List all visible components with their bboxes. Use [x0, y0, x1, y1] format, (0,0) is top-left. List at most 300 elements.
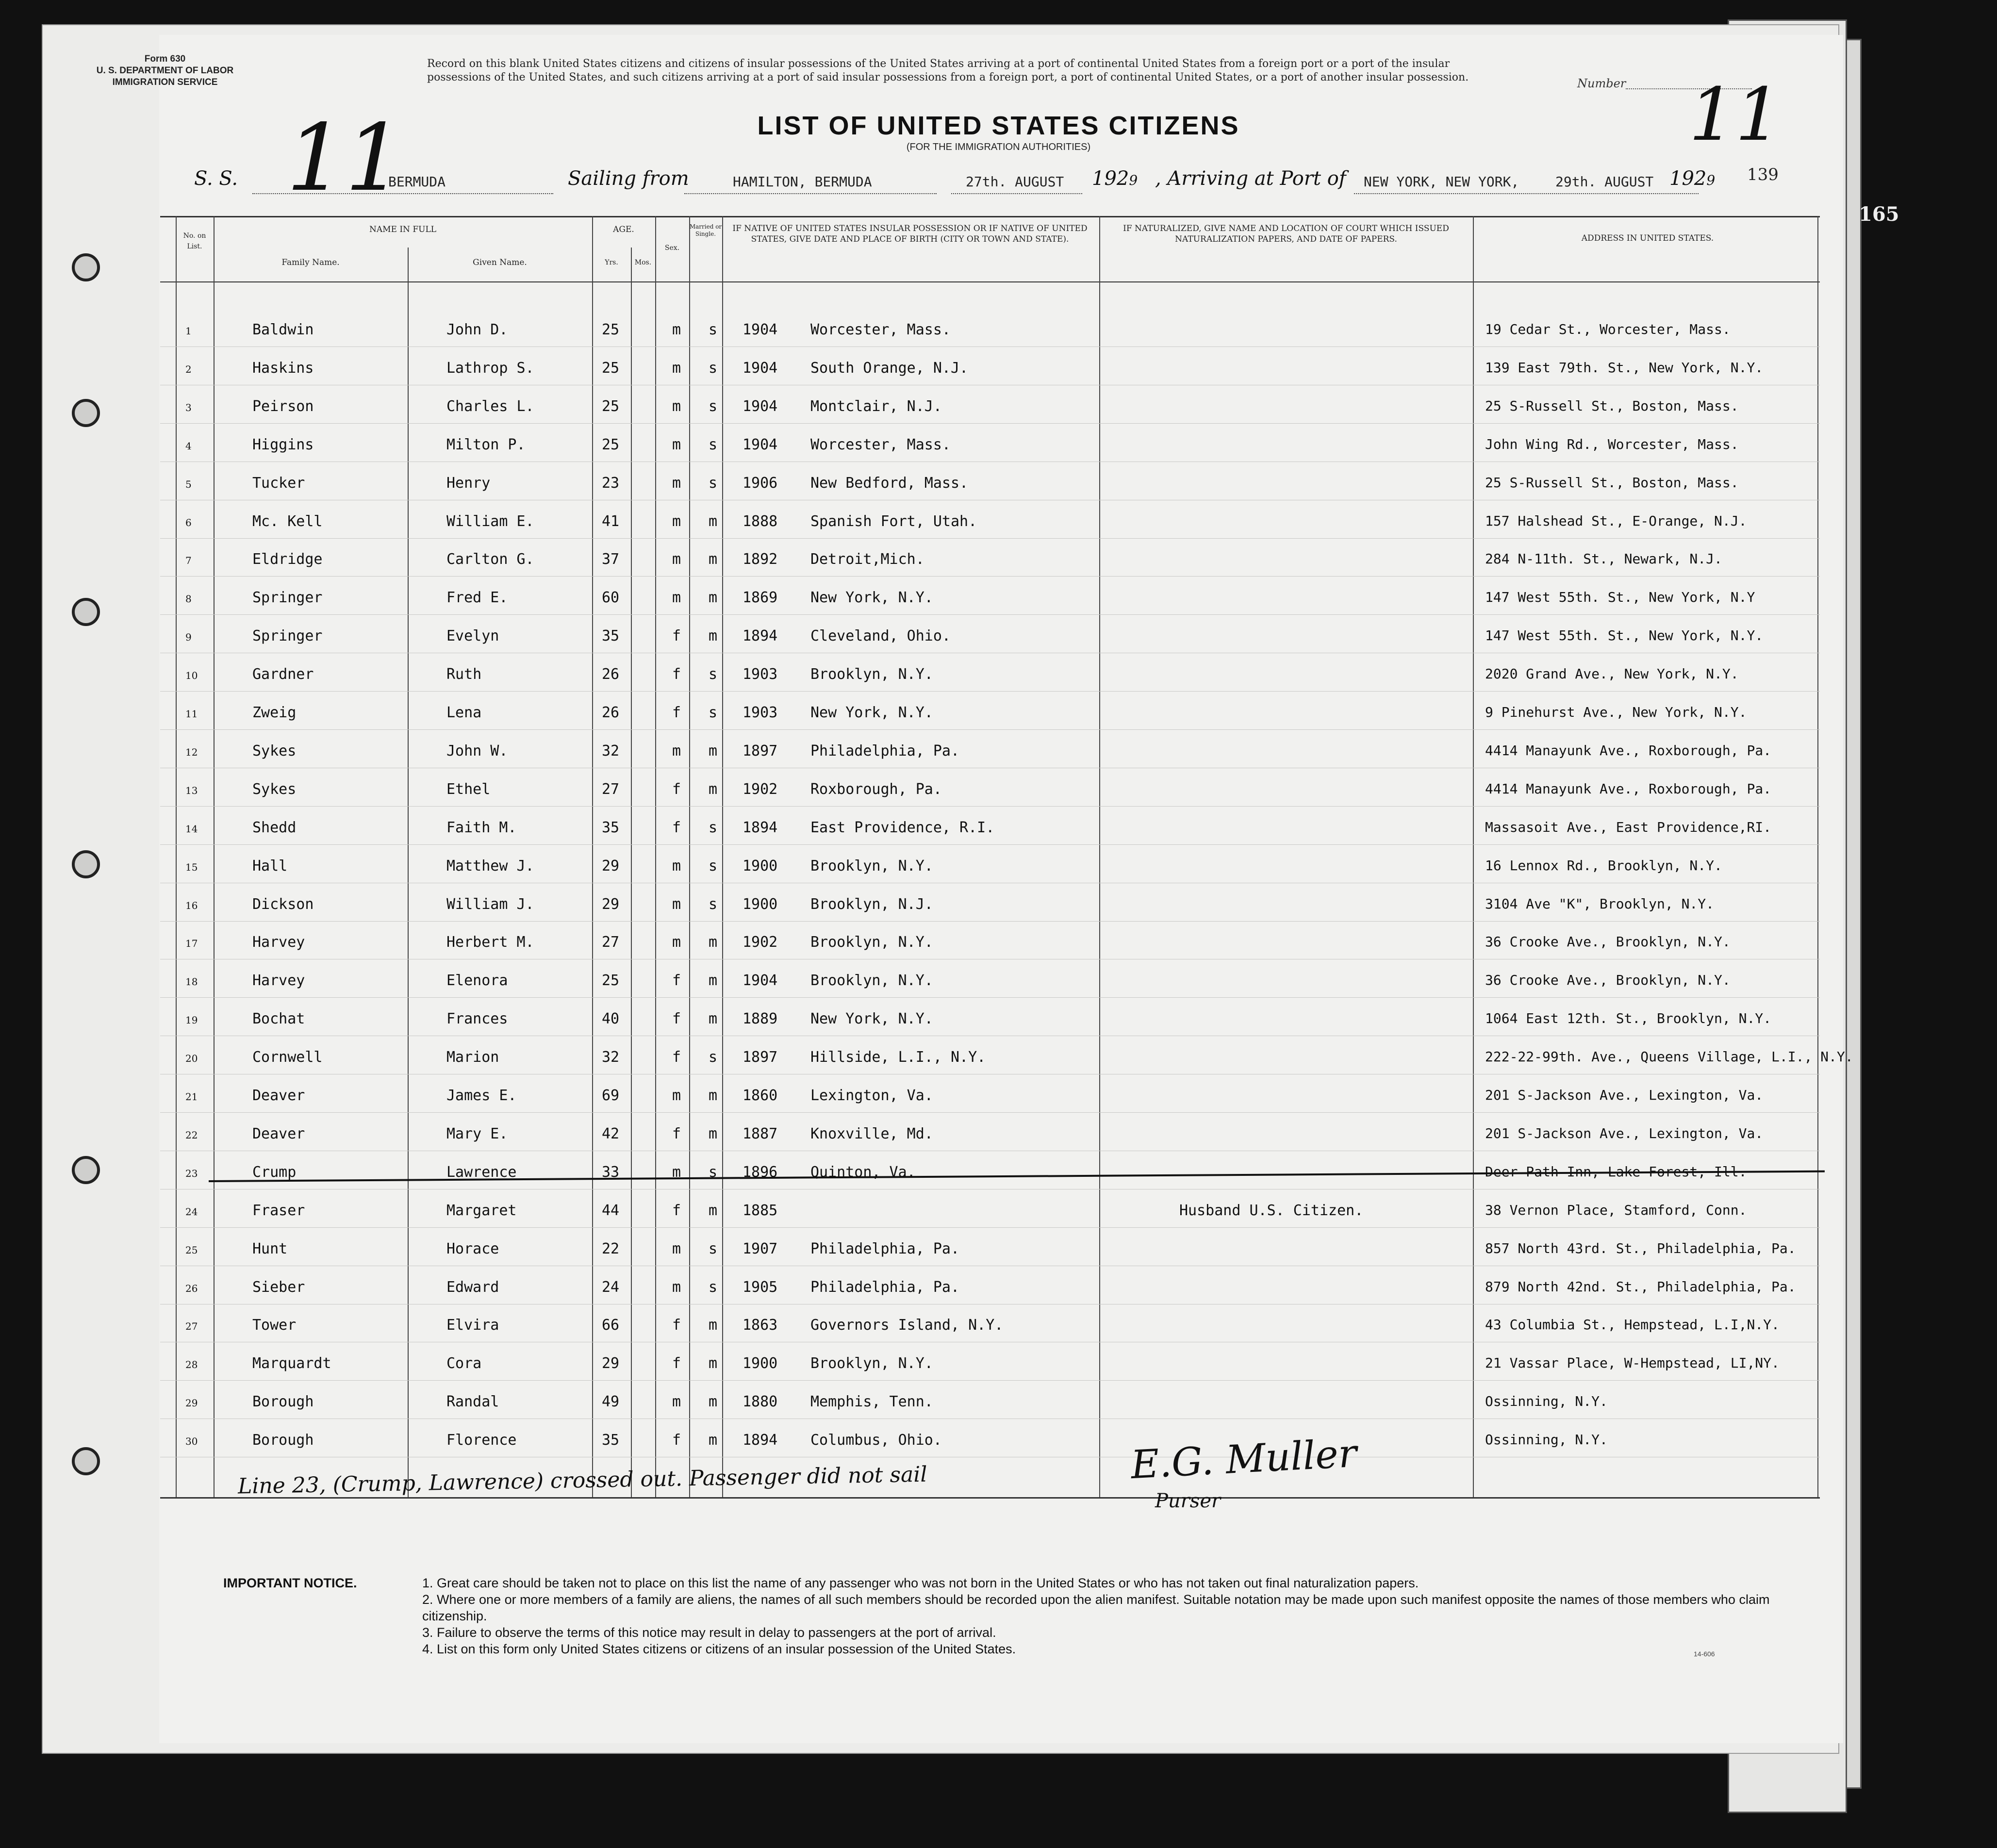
family-name: Shedd	[252, 819, 297, 836]
address: 36 Crooke Ave., Brooklyn, N.Y.	[1485, 934, 1731, 950]
table-top-rule	[160, 216, 1820, 217]
address: 4414 Manayunk Ave., Roxborough, Pa.	[1485, 742, 1772, 759]
row-rule	[160, 806, 1820, 807]
row-rule	[160, 1112, 1820, 1113]
given-name: Elenora	[446, 972, 508, 990]
row-number: 16	[185, 899, 198, 911]
family-name: Higgins	[252, 436, 314, 453]
row-number: 29	[185, 1397, 198, 1409]
address: 284 N-11th. St., Newark, N.J.	[1485, 551, 1722, 567]
family-name: Crump	[252, 1163, 297, 1181]
notice-item: 3. Failure to observe the terms of this notice may result in delay to passengers at the port of arrival.	[422, 1625, 996, 1640]
sex: f	[672, 1355, 681, 1372]
row-number: 15	[185, 861, 198, 873]
marital-status: m	[709, 934, 718, 951]
address: 9 Pinehurst Ave., New York, N.Y.	[1485, 704, 1747, 720]
given-name: William J.	[446, 895, 534, 913]
birth-year: 1887	[743, 1125, 778, 1142]
given-name: William E.	[446, 512, 534, 530]
sex: f	[672, 1317, 681, 1334]
sex: f	[672, 780, 681, 798]
row-number: 27	[185, 1320, 198, 1333]
given-name: Milton P.	[446, 436, 526, 453]
address: Deer Path Inn, Lake Forest, Ill.	[1485, 1163, 1747, 1180]
address: 222-22-99th. Ave., Queens Village, L.I., N.Y.	[1485, 1049, 1853, 1065]
age-years: 24	[602, 1278, 620, 1296]
row-number: 20	[185, 1053, 198, 1065]
sex: m	[672, 1087, 681, 1104]
sex: f	[672, 819, 681, 836]
marital-status: m	[709, 972, 718, 990]
birth-year: 1907	[743, 1240, 778, 1257]
address: 43 Columbia St., Hempstead, L.I,N.Y.	[1485, 1317, 1780, 1333]
age-years: 29	[602, 895, 620, 913]
birth-year: 1892	[743, 551, 778, 568]
address: 3104 Ave "K", Brooklyn, N.Y.	[1485, 895, 1715, 912]
binder-hole	[72, 1447, 100, 1475]
row-number: 26	[185, 1282, 198, 1294]
given-name: Lawrence	[446, 1163, 517, 1181]
birth-place: New York, N.Y.	[810, 704, 933, 721]
col-header-no: No. on List.	[183, 232, 206, 250]
sex: m	[672, 397, 681, 415]
arriving-port: NEW YORK, NEW YORK,	[1364, 174, 1519, 190]
age-years: 32	[602, 1049, 620, 1066]
row-number: 28	[185, 1359, 198, 1371]
age-years: 26	[602, 666, 620, 683]
sex: f	[672, 627, 681, 645]
marital-status: s	[709, 1278, 718, 1296]
address: 857 North 43rd. St., Philadelphia, Pa.	[1485, 1240, 1796, 1256]
age-years: 35	[602, 819, 620, 836]
sex: m	[672, 742, 681, 759]
notice-item: 1. Great care should be taken not to place on this list the name of any passenger who was not born in the United States or who has not taken out final naturalization papers.	[422, 1576, 1419, 1590]
column-rule	[631, 248, 632, 1497]
column-rule	[1473, 216, 1474, 1497]
arriving-date: 29th. AUGUST	[1555, 174, 1654, 190]
notice-item: 2. Where one or more members of a family are aliens, the names of all such members should be recorded upon the alien manifest. Suitable notation may be made upon such manifest opposite the names of those members who claim citizenship.	[422, 1592, 1770, 1623]
family-name: Haskins	[252, 359, 314, 377]
age-years: 41	[602, 512, 620, 530]
row-rule	[160, 691, 1820, 692]
sex: m	[672, 512, 681, 530]
given-name: John W.	[446, 742, 508, 759]
table-bottom-rule	[160, 1497, 1820, 1499]
address: Massasoit Ave., East Providence,RI.	[1485, 819, 1772, 835]
birth-place: Philadelphia, Pa.	[810, 1278, 960, 1296]
naturalization-note: Husband U.S. Citizen.	[1179, 1202, 1364, 1219]
marital-status: s	[709, 895, 718, 913]
given-name: Lena	[446, 704, 482, 721]
family-name: Eldridge	[252, 551, 323, 568]
marital-status: m	[709, 1125, 718, 1142]
given-name: Horace	[446, 1240, 499, 1257]
marital-status: m	[709, 512, 718, 530]
sex: m	[672, 589, 681, 607]
birth-year: 1903	[743, 704, 778, 721]
family-name: Harvey	[252, 972, 305, 990]
ship-name: BERMUDA	[388, 174, 446, 190]
age-years: 26	[602, 704, 620, 721]
col-header-sex: Sex.	[664, 244, 680, 252]
birth-place: New York, N.Y.	[810, 589, 933, 607]
birth-place: Brooklyn, N.J.	[810, 895, 933, 913]
row-number: 7	[185, 555, 192, 567]
given-name: Margaret	[446, 1202, 517, 1219]
family-name: Springer	[252, 627, 323, 645]
marital-status: s	[709, 857, 718, 874]
birth-place: Montclair, N.J.	[810, 397, 942, 415]
form-code: 14-606	[1694, 1650, 1715, 1658]
column-rule	[1099, 216, 1100, 1497]
form-number: Form 630	[144, 54, 186, 64]
birth-year: 1902	[743, 934, 778, 951]
address: 25 S-Russell St., Boston, Mass.	[1485, 397, 1739, 414]
row-rule	[160, 346, 1820, 347]
marital-status: s	[709, 704, 718, 721]
row-number: 3	[185, 401, 192, 413]
address: 157 Halshead St., E-Orange, N.J.	[1485, 512, 1747, 529]
row-number: 12	[185, 746, 198, 758]
col-header-given: Given Name.	[473, 258, 527, 267]
birth-year: 1900	[743, 857, 778, 874]
family-name: Springer	[252, 589, 323, 607]
age-years: 44	[602, 1202, 620, 1219]
family-name: Deaver	[252, 1125, 305, 1142]
given-name: Evelyn	[446, 627, 499, 645]
age-years: 42	[602, 1125, 620, 1142]
birth-year: 1897	[743, 742, 778, 759]
ship-handwritten-number: 11	[286, 104, 404, 212]
row-rule	[160, 576, 1820, 577]
birth-place: Brooklyn, N.Y.	[810, 972, 933, 990]
sex: f	[672, 1049, 681, 1066]
address: 879 North 42nd. St., Philadelphia, Pa.	[1485, 1278, 1796, 1295]
address: Ossinning, N.Y.	[1485, 1432, 1608, 1448]
ship-line	[252, 193, 553, 194]
sex: m	[672, 359, 681, 377]
sex: m	[672, 1393, 681, 1411]
marital-status: m	[709, 742, 718, 759]
birth-year: 1863	[743, 1317, 778, 1334]
col-header-naturalized: IF NATURALIZED, GIVE NAME AND LOCATION OF COURT WHICH ISSUED NATURALIZATION PAPERS, AND DATE OF PAPERS.	[1123, 224, 1449, 244]
column-rule	[1817, 216, 1818, 1497]
marital-status: s	[709, 666, 718, 683]
row-rule	[160, 1380, 1820, 1381]
column-rule	[689, 216, 690, 1497]
family-name: Tucker	[252, 474, 305, 492]
family-name: Dickson	[252, 895, 314, 913]
marital-status: s	[709, 1163, 718, 1181]
marital-status: m	[709, 1010, 718, 1028]
given-name: Edward	[446, 1278, 499, 1296]
given-name: Ruth	[446, 666, 482, 683]
sex: f	[672, 1010, 681, 1028]
given-name: Randal	[446, 1393, 499, 1411]
birth-year: 1888	[743, 512, 778, 530]
birth-year: 1905	[743, 1278, 778, 1296]
age-years: 69	[602, 1087, 620, 1104]
given-name: Herbert M.	[446, 934, 534, 951]
row-number: 9	[185, 631, 192, 644]
col-header-mos: Mos.	[634, 259, 652, 266]
row-number: 25	[185, 1244, 198, 1256]
row-rule	[160, 614, 1820, 615]
row-rule	[160, 729, 1820, 730]
birth-place: New Bedford, Mass.	[810, 474, 969, 492]
birth-year: 1894	[743, 1432, 778, 1449]
col-header-yrs: Yrs.	[605, 259, 618, 266]
marital-status: s	[709, 1240, 718, 1257]
sex: f	[672, 1202, 681, 1219]
birth-place: Detroit,Mich.	[810, 551, 924, 568]
row-rule	[160, 423, 1820, 424]
sex: m	[672, 474, 681, 492]
ss-label: S. S.	[194, 167, 238, 190]
sex: m	[672, 895, 681, 913]
birth-year: 1897	[743, 1049, 778, 1066]
given-name: Elvira	[446, 1317, 499, 1334]
family-name: Sieber	[252, 1278, 305, 1296]
age-years: 35	[602, 627, 620, 645]
address: 25 S-Russell St., Boston, Mass.	[1485, 474, 1739, 491]
sex: m	[672, 934, 681, 951]
age-years: 29	[602, 1355, 620, 1372]
birth-place: Knoxville, Md.	[810, 1125, 933, 1142]
birth-year: 1880	[743, 1393, 778, 1411]
column-rule	[655, 216, 656, 1497]
marital-status: m	[709, 1355, 718, 1372]
marital-status: s	[709, 474, 718, 492]
column-rule	[722, 216, 723, 1497]
birth-place: Spanish Fort, Utah.	[810, 512, 977, 530]
row-number: 4	[185, 440, 192, 452]
age-years: 27	[602, 780, 620, 798]
col-header-address: ADDRESS IN UNITED STATES.	[1581, 233, 1714, 243]
family-name: Gardner	[252, 666, 314, 683]
birth-place: Brooklyn, N.Y.	[810, 666, 933, 683]
header-bottom-rule	[160, 281, 1820, 282]
row-number: 6	[185, 516, 192, 528]
row-number: 8	[185, 593, 192, 605]
age-years: 23	[602, 474, 620, 492]
age-years: 60	[602, 589, 620, 607]
marital-status: m	[709, 1087, 718, 1104]
birth-year: 1896	[743, 1163, 778, 1181]
notice-item: 4. List on this form only United States citizens or citizens of an insular possession of the United States.	[422, 1642, 1016, 1656]
sailing-port-line	[684, 193, 937, 194]
family-name: Mc. Kell	[252, 512, 323, 530]
list-number-handwritten: 11	[1689, 73, 1782, 157]
birth-year: 1904	[743, 436, 778, 453]
given-name: Lathrop S.	[446, 359, 534, 377]
birth-year: 1900	[743, 895, 778, 913]
birth-year: 1904	[743, 359, 778, 377]
column-rule	[408, 248, 409, 1497]
marital-status: m	[709, 551, 718, 568]
marital-status: s	[709, 359, 718, 377]
marital-status: s	[709, 819, 718, 836]
age-years: 25	[602, 436, 620, 453]
birth-year: 1904	[743, 321, 778, 338]
family-name: Cornwell	[252, 1049, 323, 1066]
column-rule	[214, 216, 215, 1497]
row-number: 17	[185, 938, 198, 950]
arriving-year: 1929	[1669, 167, 1716, 190]
address: John Wing Rd., Worcester, Mass.	[1485, 436, 1739, 452]
binder-hole	[72, 253, 100, 281]
birth-place: Worcester, Mass.	[810, 436, 951, 453]
given-name: Matthew J.	[446, 857, 534, 874]
sailing-from-label: Sailing from	[568, 167, 689, 190]
sex: f	[672, 666, 681, 683]
arriving-line	[1354, 193, 1699, 194]
page-title: LIST OF UNITED STATES CITIZENS	[757, 111, 1240, 140]
given-name: Faith M.	[446, 819, 517, 836]
sailing-port: HAMILTON, BERMUDA	[733, 174, 872, 190]
col-header-name: NAME IN FULL	[369, 225, 437, 234]
binder-hole	[72, 1156, 100, 1184]
birth-place: East Providence, R.I.	[810, 819, 995, 836]
birth-place: Brooklyn, N.Y.	[810, 1355, 933, 1372]
address: 2020 Grand Ave., New York, N.Y.	[1485, 666, 1739, 682]
given-name: Henry	[446, 474, 491, 492]
col-header-marital: Married or Single.	[689, 223, 722, 237]
birth-year: 1900	[743, 1355, 778, 1372]
address: Ossinning, N.Y.	[1485, 1393, 1608, 1410]
sailing-date: 27th. AUGUST	[966, 174, 1064, 190]
family-name: Deaver	[252, 1087, 305, 1104]
birth-year: 1885	[743, 1202, 778, 1219]
age-years: 37	[602, 551, 620, 568]
address: 147 West 55th. St., New York, N.Y.	[1485, 627, 1764, 644]
birth-year: 1869	[743, 589, 778, 607]
row-number: 22	[185, 1129, 198, 1141]
row-rule	[160, 921, 1820, 922]
family-name: Tower	[252, 1317, 297, 1334]
family-name: Marquardt	[252, 1355, 331, 1372]
family-name: Borough	[252, 1393, 314, 1411]
birth-place: Cleveland, Ohio.	[810, 627, 951, 645]
birth-place: Roxborough, Pa.	[810, 780, 942, 798]
age-years: 33	[602, 1163, 620, 1181]
purser-signature: E.G. Muller	[1129, 1430, 1358, 1488]
binder-hole	[72, 399, 100, 427]
family-name: Zweig	[252, 704, 297, 721]
birth-place: Worcester, Mass.	[810, 321, 951, 338]
arriving-label: , Arriving at Port of	[1155, 167, 1346, 190]
sex: m	[672, 1240, 681, 1257]
age-years: 25	[602, 321, 620, 338]
age-years: 29	[602, 857, 620, 874]
family-name: Borough	[252, 1432, 314, 1449]
sex: f	[672, 1125, 681, 1142]
address: 1064 East 12th. St., Brooklyn, N.Y.	[1485, 1010, 1772, 1027]
age-years: 25	[602, 972, 620, 990]
given-name: James E.	[446, 1087, 517, 1104]
page-number-stamp: 139	[1747, 165, 1779, 184]
row-number: 23	[185, 1167, 198, 1179]
given-name: Cora	[446, 1355, 482, 1372]
page-subtitle: (FOR THE IMMIGRATION AUTHORITIES)	[906, 142, 1091, 152]
given-name: Ethel	[446, 780, 491, 798]
given-name: Florence	[446, 1432, 517, 1449]
header-instructions: Record on this blank United States citizens and citizens of insular possessions of the United States arriving at a port of continental United States from a foreign port or a port of the insular possessions of the United States, and such citizens arriving at a port of said insular possessions from a foreign port, a port of continental United States, or a port of another insular possession.	[427, 58, 1469, 83]
age-years: 27	[602, 934, 620, 951]
birth-place: New York, N.Y.	[810, 1010, 933, 1028]
age-years: 66	[602, 1317, 620, 1334]
notice-label: IMPORTANT NOTICE.	[223, 1576, 357, 1590]
marital-status: m	[709, 627, 718, 645]
birth-year: 1904	[743, 972, 778, 990]
sex: m	[672, 436, 681, 453]
age-years: 25	[602, 359, 620, 377]
birth-place: South Orange, N.J.	[810, 359, 969, 377]
address: 201 S-Jackson Ave., Lexington, Va.	[1485, 1125, 1764, 1141]
row-rule	[160, 844, 1820, 845]
col-header-birth: IF NATIVE OF UNITED STATES INSULAR POSSESSION OR IF NATIVE OF UNITED STATES, GIVE DATE AND PLACE OF BIRTH (CITY OR TOWN AND STATE).	[732, 224, 1088, 244]
row-number: 21	[185, 1091, 198, 1103]
family-name: Sykes	[252, 780, 297, 798]
purser-title: Purser	[1155, 1490, 1221, 1512]
handwritten-footnote: Line 23, (Crump, Lawrence) crossed out. Passenger did not sail	[237, 1462, 927, 1499]
row-rule	[160, 1227, 1820, 1228]
age-years: 25	[602, 397, 620, 415]
given-name: Carlton G.	[446, 551, 534, 568]
marital-status: m	[709, 780, 718, 798]
form-service: IMMIGRATION SERVICE	[112, 77, 218, 87]
given-name: Frances	[446, 1010, 508, 1028]
marital-status: m	[709, 589, 718, 607]
family-name: Baldwin	[252, 321, 314, 338]
row-number: 18	[185, 976, 198, 988]
given-name: Fred E.	[446, 589, 508, 607]
given-name: John D.	[446, 321, 508, 338]
row-number: 14	[185, 823, 198, 835]
row-number: 1	[185, 325, 192, 337]
address: 21 Vassar Place, W-Hempstead, LI,NY.	[1485, 1355, 1780, 1371]
family-name: Hall	[252, 857, 288, 874]
age-years: 32	[602, 742, 620, 759]
marital-status: m	[709, 1432, 718, 1449]
sex: m	[672, 857, 681, 874]
marital-status: s	[709, 1049, 718, 1066]
age-years: 35	[602, 1432, 620, 1449]
birth-year: 1902	[743, 780, 778, 798]
birth-year: 1904	[743, 397, 778, 415]
address: 147 West 55th. St., New York, N.Y	[1485, 589, 1755, 606]
form-department: U. S. DEPARTMENT OF LABOR	[96, 66, 234, 76]
row-rule	[160, 538, 1820, 539]
birth-place: Brooklyn, N.Y.	[810, 934, 933, 951]
col-header-age: AGE.	[613, 225, 634, 234]
birth-place: Columbus, Ohio.	[810, 1432, 942, 1449]
birth-place: Brooklyn, N.Y.	[810, 857, 933, 874]
given-name: Mary E.	[446, 1125, 508, 1142]
birth-place: Governors Island, N.Y.	[810, 1317, 1004, 1334]
column-rule	[176, 216, 177, 1497]
col-header-family: Family Name.	[281, 258, 340, 267]
sailing-year: 1929	[1092, 167, 1138, 190]
marital-status: s	[709, 321, 718, 338]
sex: f	[672, 1432, 681, 1449]
page-number-adjacent: 165	[1859, 203, 1899, 226]
row-number: 2	[185, 363, 192, 375]
row-number: 24	[185, 1205, 198, 1218]
age-years: 22	[602, 1240, 620, 1257]
birth-place: Philadelphia, Pa.	[810, 742, 960, 759]
row-number: 10	[185, 670, 198, 682]
